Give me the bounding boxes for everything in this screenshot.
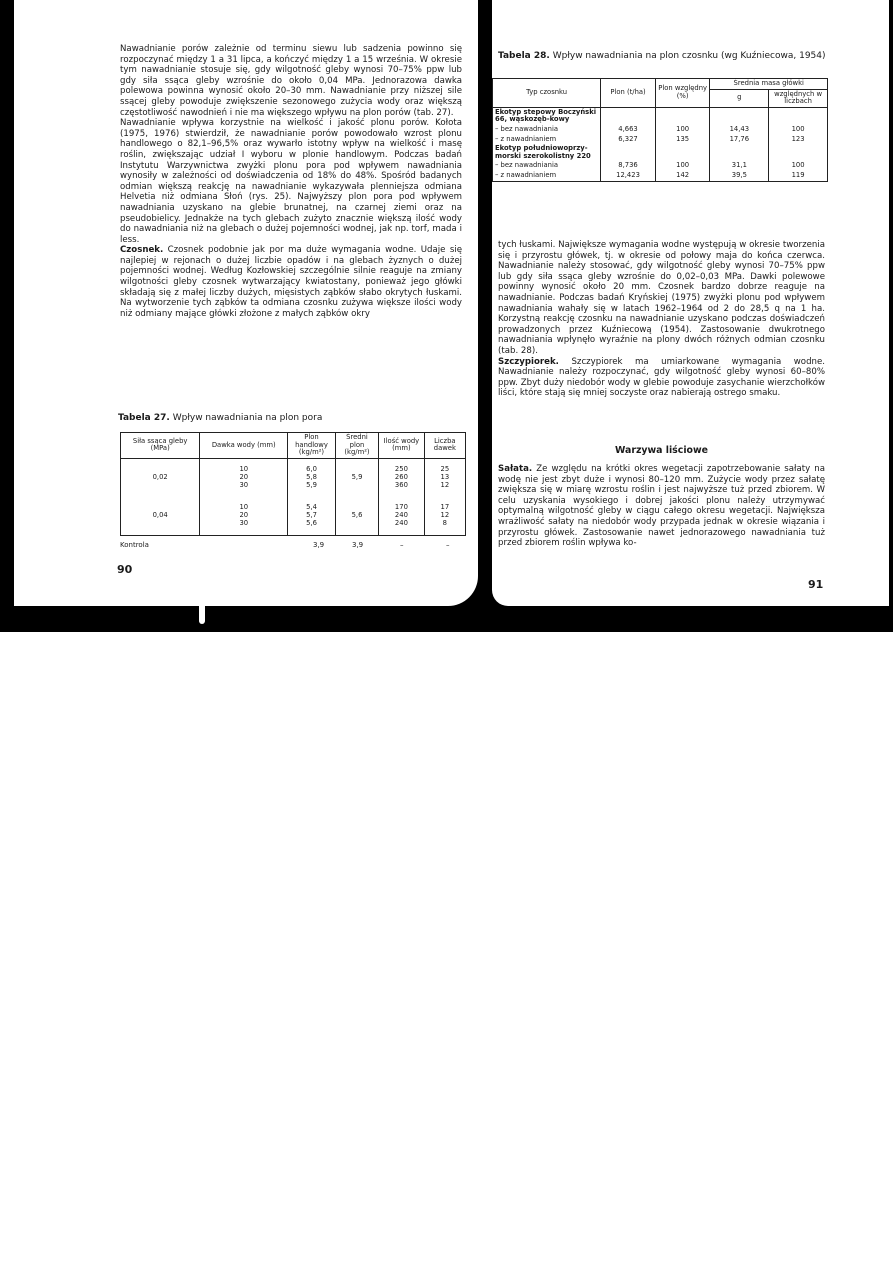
table-row (493, 107, 828, 125)
section-title: Warzywa liściowe (614, 445, 708, 456)
col-header: Średni plon (kg/m²) (335, 433, 378, 459)
table-cell: 31,1 (710, 161, 769, 171)
page-number-left: 90 (117, 563, 133, 576)
page-number-right: 91 (808, 578, 824, 591)
right-text-column-bottom (498, 464, 825, 549)
salata-text: Ze względu na krótki okres wegetacji zapotrzebowanie sałaty na wodę nie jest zbyt duże i wynosi 80–120 mm. Zużycie wody przez sałatę zwiększa się w miarę wzrostu roślin i jest najwyższe tuż przed zbiorem. W celu uzyskania wysokiego i dobrej jakości plonu należy utrzymywać optymalną wilgotność gleby w ciągu całego okresu wegetacji. Największa wrażliwość sałaty na niedobór wody przypada jednak w okresie wiązania i przyrostu główek. Zastosowanie nawet jednorazowego nawadniania tuż przed zbiorem roślin wpływa ko- (498, 464, 825, 549)
table-cell: 39,5 (710, 171, 769, 181)
table-cell (601, 144, 656, 161)
table-cell: 25 13 12 (424, 458, 465, 497)
table-cell (769, 107, 828, 125)
right-page (492, 0, 889, 606)
szczypiorek-lead: Szczypiorek. (498, 356, 559, 367)
col-header: g (710, 89, 769, 107)
col-header: Plon (t/ha) (601, 79, 656, 108)
table-cell (710, 107, 769, 125)
table-cell: Ekotyp południowoprzy-morski szerokolistny 220 (493, 144, 601, 161)
col-header: Typ czosnku (493, 79, 601, 108)
left-page (14, 0, 478, 606)
scan-mark (199, 606, 205, 624)
kontrola-woda: – (400, 541, 404, 549)
table-cell: 100 (655, 125, 710, 135)
col-header: Plon handlowy (kg/m²) (288, 433, 336, 459)
table-cell: 119 (769, 171, 828, 181)
table-row (493, 171, 828, 181)
table-cell: 12,423 (601, 171, 656, 181)
table-cell: Ekotyp stepowy Boczyński 66, wąskozęb-kowy (493, 107, 601, 125)
col-header: Plon względny (%) (655, 79, 710, 108)
table-cell: 142 (655, 171, 710, 181)
table-cell: 100 (769, 161, 828, 171)
table-cell: 10 20 30 (200, 458, 288, 497)
table-cell: 5,9 (335, 458, 378, 497)
table-cell: 5,6 (335, 497, 378, 536)
table-cell: 14,43 (710, 125, 769, 135)
col-header: Ilość wody (mm) (379, 433, 425, 459)
table-cell: 135 (655, 135, 710, 145)
table-cell: – bez nawadniania (493, 125, 601, 135)
kontrola-label: Kontrola (120, 541, 149, 549)
table-27-label: Tabela 27. (118, 413, 170, 423)
table-row (493, 125, 828, 135)
table-cell (655, 107, 710, 125)
table-header-row (121, 433, 466, 459)
table-cell: 0,04 (121, 497, 200, 536)
table-row (121, 458, 466, 497)
table-cell: 5,4 5,7 5,6 (288, 497, 336, 536)
left-text-column (120, 44, 462, 319)
table-cell (710, 144, 769, 161)
table-cell (655, 144, 710, 161)
table-row (493, 161, 828, 171)
paragraph-wplyw-nawadniania: Nawadnianie wpływa korzystnie na wielkość i jakość plonu porów. Kołota (1975, 1976) stwierdził, że nawadnianie porów powodowało wzrost plonu handlowego o 82,1–96,5% oraz wywarło istotny wpływ na wielkość i masę roślin, zwiększając udział I wyboru w plonie handlowym. Podczas badań Instytutu Warzywnictwa zwyżki plonu pora pod wpływem nawadniania wynosiły w zależności od doświadczenia od 18% do 48%. Spośród badanych odmian większą reakcję na nawadnianie wykazywała plenniejsza odmiana Helvetia niż odmiana Słoń (rys. 25). Najwyższy plon pora pod wpływem nawadniania uzyskano na glebie brunatnej, na czarnej ziemi oraz na pseudobielicy. Jednakże na tych glebach zużyto znacznie większą ilość wody do nawadniania niż na glebach o dużej pojemności wodnej, jak np. torf, mada i less. (120, 118, 462, 245)
czosnek-text: Czosnek podobnie jak por ma duże wymagania wodne. Udaje się najlepiej w rejonach o dużej liczbie opadów i na glebach żyznych o dużej pojemności wodnej. Według Kozłowskiej szczególnie silnie reaguje na zmiany wilgotności gleby czosnek wytwarzający kwiatostany, ponieważ jego główki składają się z małej liczby dużych, mięsistych ząbków słabo okrytych łuskami. Na wytworzenie tych ząbków ta odmiana czosnku zużywa większe ilości wody niż odmiany mające główki złożone z małych ząbków okry (120, 245, 462, 319)
czosnek-lead: Czosnek. (120, 245, 164, 256)
table-cell: 17 12 8 (424, 497, 465, 536)
table-cell: 250 260 360 (379, 458, 425, 497)
table-27 (120, 432, 466, 536)
table-28-caption (498, 51, 828, 62)
kontrola-sredni: 3,9 (352, 541, 364, 549)
table-cell: – z nawadnianiem (493, 171, 601, 181)
table-cell: 6,327 (601, 135, 656, 145)
kontrola-plon: 3,9 (313, 541, 325, 549)
table-28-label: Tabela 28. (498, 51, 550, 61)
table-cell: 170 240 240 (379, 497, 425, 536)
paragraph-czosnek (120, 245, 462, 319)
table-cell: 10 20 30 (200, 497, 288, 536)
salata-lead: Sałata. (498, 464, 533, 474)
table-27-caption (118, 413, 463, 423)
table-row (493, 135, 828, 145)
table-28 (492, 78, 828, 182)
table-row (493, 144, 828, 161)
table-cell: 123 (769, 135, 828, 145)
table-cell: 6,0 5,8 5,9 (288, 458, 336, 497)
table-cell: 100 (655, 161, 710, 171)
table-cell: 4,663 (601, 125, 656, 135)
table-cell: 0,02 (121, 458, 200, 497)
table-cell: 100 (769, 125, 828, 135)
table-28-title: Wpływ nawadniania na plon czosnku (wg Kuźniecowa, 1954) (549, 51, 826, 61)
table-cell: – bez nawadniania (493, 161, 601, 171)
kontrola-liczba: – (446, 541, 450, 549)
col-header: Liczba dawek (424, 433, 465, 459)
table-header-row (493, 79, 828, 90)
table-cell (601, 107, 656, 125)
col-header: Dawka wody (mm) (200, 433, 288, 459)
col-header: Siła ssąca gleby (MPa) (121, 433, 200, 459)
paragraph-szczypiorek (498, 357, 825, 399)
paragraph-nawadnianie-porow: Nawadnianie porów zależnie od terminu siewu lub sadzenia powinno się rozpoczynać między 1 a 31 lipca, a kończyć między 1 a 15 września. W okresie tym nawadnianie stosuje się, gdy wilgotność gleby wynosi 70–75% ppw lub gdy siła ssąca gleby wzrośnie do około 0,04 MPa. Jednorazowa dawka polewowa powinna wynosić około 20–30 mm. Nawadnianie przy niższej sile ssącej gleby powoduje zwiększenie sezonowego zużycia wody oraz większą częstotliwość nawodnień i nie ma większego wpływu na plon porów (tab. 27). (120, 44, 462, 118)
table-cell: 8,736 (601, 161, 656, 171)
table-27-title: Wpływ nawadniania na plon pora (169, 413, 323, 423)
table-row (121, 497, 466, 536)
col-header: Średnia masa główki (710, 79, 828, 90)
paragraph-salata (498, 464, 825, 549)
table-cell (769, 144, 828, 161)
table-cell: 17,76 (710, 135, 769, 145)
szczypiorek-text: Szczypiorek ma umiarkowane wymagania wodne. Nawadnianie należy rozpoczynać, gdy wilgotność gleby wynosi 60–80% ppw. Zbyt duży niedobór wody w glebie powoduje zasychanie wierzchołków liści, które stają się mniej soczyste oraz nabierają ostrego smaku. (498, 356, 825, 399)
table-cell: – z nawadnianiem (493, 135, 601, 145)
col-header: względnych w liczbach (769, 89, 828, 107)
right-text-column-top (498, 240, 825, 399)
paragraph-czosnek-cont: tych łuskami. Największe wymagania wodne występują w okresie tworzenia się i przyrostu główek, tj. w okresie od połowy maja do końca czerwca. Nawadnianie należy stosować, gdy wilgotność gleby wynosi 70–75% ppw lub gdy siła ssąca gleby wzrośnie do 0,02–0,03 MPa. Dawki polewowe powinny wynosić około 20 mm. Czosnek bardzo dobrze reaguje na nawadnianie. Podczas badań Kryńskiej (1975) zwyżki plonu pod wpływem nawadniania wahały się w latach 1962–1964 od 2 do 28,5 q na 1 ha. Korzystną reakcję czosnku na nawadnianie uzyskano podczas doświadczeń prowadzonych przez Kuźniecową (1954). Zastosowanie dwukrotnego nawadniania wpłynęło wyraźnie na plony dwóch różnych odmian czosnku (tab. 28). (498, 240, 825, 356)
